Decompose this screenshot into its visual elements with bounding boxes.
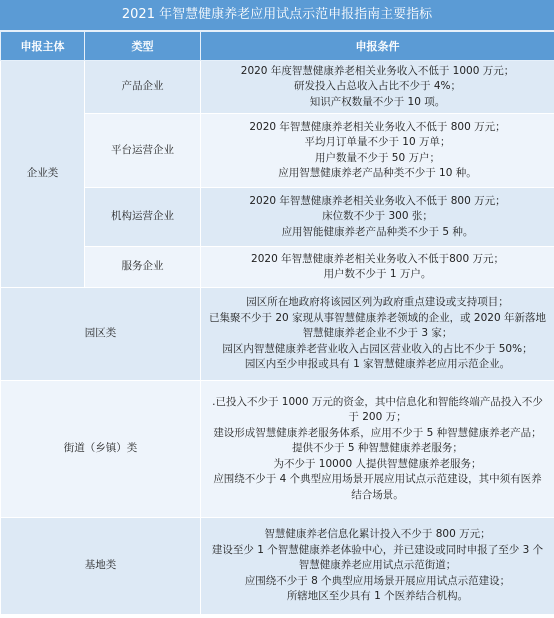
- condition-line: 研发投入占总收入占比不少于 4%；: [294, 80, 461, 93]
- conditions-cell: [201, 114, 554, 188]
- table-row: [1, 188, 554, 247]
- condition-line: 知识产权数量不少于 10 项。: [309, 95, 446, 108]
- condition-line: 建设至少 1 个智慧健康养老体验中心，并已建设或同时申报了至少 3 个: [211, 543, 544, 556]
- table-row: [1, 518, 554, 615]
- type-cell: 机构运营企业: [85, 188, 201, 247]
- table-row: [1, 288, 554, 381]
- condition-line: 园区内智慧健康养老营业收入占园区营业收入的占比不少于 50%；: [222, 342, 533, 355]
- condition-line: 智慧健康养老信息化累计投入不少于 800 万元；: [264, 528, 491, 541]
- type-cell: 产品企业: [85, 61, 201, 114]
- condition-line: 2020 年智慧健康养老相关业务收入不低于 800 万元；: [249, 120, 506, 133]
- condition-line: 为不少于 10000 人提供智慧健康养老服务；: [273, 457, 482, 470]
- condition-line: 智慧健康养老企业不少于 3 家；: [302, 327, 453, 340]
- conditions-cell: [201, 518, 554, 615]
- condition-line: 床位数不少于 300 张；: [322, 210, 433, 223]
- header-row: [1, 32, 554, 61]
- type-cell: 服务企业: [85, 247, 201, 288]
- condition-line: 于 200 万；: [348, 411, 407, 424]
- condition-line: 提供不少于 5 种智慧健康养老服务；: [292, 442, 463, 455]
- condition-line: .已投入不少于 1000 万元的资金，其中信息化和智能终端产品投入不少: [212, 395, 543, 408]
- condition-line: 应围绕不少于 4 个典型应用场景开展应用试点示范建设，其中须有医养: [213, 473, 542, 486]
- condition-line: 结合场景。: [351, 488, 404, 501]
- indicator-table: [0, 31, 554, 615]
- header-subject: 申报主体: [1, 32, 85, 61]
- condition-line: 园区内至少申报或具有 1 家智慧健康养老应用示范企业。: [244, 358, 511, 371]
- subject-cell: 园区类: [1, 288, 201, 381]
- header-type: 类型: [85, 32, 201, 61]
- table-row: [1, 247, 554, 288]
- condition-line: 2020 年智慧健康养老相关业务收入不低于800 万元；: [251, 252, 504, 265]
- condition-line: 2020 年智慧健康养老相关业务收入不低于 800 万元；: [249, 194, 506, 207]
- conditions-cell: [201, 381, 554, 518]
- conditions-cell: [201, 247, 554, 288]
- condition-line: 用户数不少于 1 万户。: [323, 268, 432, 280]
- condition-line: 建设形成智慧健康养老服务体系，应用不少于 5 种智慧健康养老产品；: [213, 426, 542, 439]
- conditions-cell: [201, 61, 554, 114]
- header-conditions: 申报条件: [201, 32, 554, 61]
- subject-cell: 街道（乡镇）类: [1, 381, 201, 518]
- table-row: [1, 381, 554, 518]
- condition-line: 园区所在地政府将该园区列为政府重点建设或支持项目；: [246, 296, 509, 309]
- condition-line: 已集聚不少于 20 家现从事智慧健康养老领域的企业，或 2020 年新落地: [209, 311, 546, 324]
- type-cell: 平台运营企业: [85, 114, 201, 188]
- condition-line: 应用智慧健康养老产品种类不少于 10 种。: [278, 167, 477, 179]
- condition-line: 用户数量不少于 50 万户；: [314, 151, 441, 164]
- condition-line: 所辖地区至少具有 1 个医养结合机构。: [286, 590, 469, 603]
- table-row: [1, 61, 554, 114]
- conditions-cell: [201, 288, 554, 381]
- condition-line: 智慧健康养老应用试点示范街道；: [298, 559, 457, 572]
- condition-line: 平均月订单量不少于 10 万单；: [304, 136, 451, 148]
- condition-line: 2020 年度智慧健康养老相关业务收入不低于 1000 万元；: [240, 64, 515, 77]
- subject-cell: 企业类: [1, 61, 85, 288]
- condition-line: 应用智能健康养老产品种类不少于 5 种。: [281, 225, 474, 238]
- conditions-cell: [201, 188, 554, 247]
- condition-line: 应围绕不少于 8 个典型应用场景开展应用试点示范建设；: [244, 574, 511, 587]
- table-title: 2021 年智慧健康养老应用试点示范申报指南主要指标: [0, 0, 554, 31]
- table-row: [1, 114, 554, 188]
- subject-cell: 基地类: [1, 518, 201, 615]
